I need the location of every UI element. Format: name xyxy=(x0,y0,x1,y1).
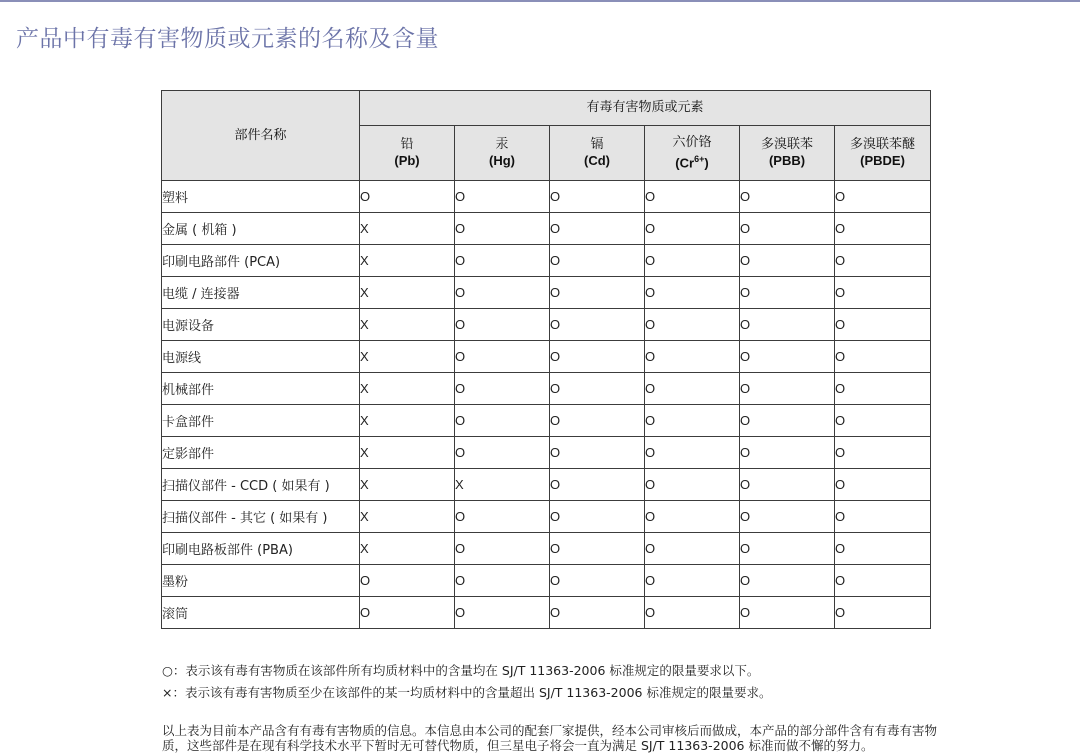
substance-mark-cell: O xyxy=(835,533,931,565)
table-row xyxy=(162,245,931,277)
substance-mark-cell: O xyxy=(455,597,550,629)
table-row xyxy=(162,213,931,245)
substance-mark-cell: O xyxy=(835,405,931,437)
column-header-abbr: (Pb) xyxy=(394,153,420,168)
substance-mark-cell: O xyxy=(645,341,740,373)
substance-mark-cell: O xyxy=(550,277,645,309)
substance-mark-cell: O xyxy=(550,533,645,565)
substance-mark-cell: O xyxy=(550,181,645,213)
substance-mark-cell: O xyxy=(550,565,645,597)
table-row xyxy=(162,533,931,565)
substance-mark-cell: O xyxy=(550,469,645,501)
substance-mark-cell: O xyxy=(455,341,550,373)
substance-mark-cell: O xyxy=(360,181,455,213)
table-row xyxy=(162,501,931,533)
page-title: 产品中有毒有害物质或元素的名称及含量 xyxy=(16,26,439,52)
footer-statement xyxy=(162,723,1032,753)
substance-mark-cell: O xyxy=(740,213,835,245)
substance-mark-cell: O xyxy=(645,181,740,213)
column-header-name: 多溴联苯 xyxy=(760,137,813,152)
substance-mark-cell: O xyxy=(835,245,931,277)
table-row xyxy=(162,309,931,341)
table-row xyxy=(162,469,931,501)
substance-mark-cell: O xyxy=(835,501,931,533)
column-header-abbr: (PBB) xyxy=(768,153,806,168)
substance-mark-cell: X xyxy=(455,469,550,501)
column-header-abbr: (Cd) xyxy=(584,153,610,168)
substance-mark-cell: O xyxy=(835,437,931,469)
substance-mark-cell: O xyxy=(740,469,835,501)
column-header xyxy=(740,126,835,181)
part-name-header: 部件名称 xyxy=(162,91,360,181)
substance-mark-cell: O xyxy=(645,501,740,533)
substance-mark-cell: O xyxy=(835,373,931,405)
substance-mark-cell: O xyxy=(835,309,931,341)
column-header-abbr: $(Cr^{6+})$ xyxy=(675,153,709,171)
footer-line: 质，这些部件是在现有科学技术水平下暂时无可替代物质，但三星电子将会一直为满足 SJ/T 11363-2006 标准而做不懈的努力。 xyxy=(162,738,874,753)
part-name-cell: 滚筒 xyxy=(162,597,360,629)
o-note: ○：表示该有毒有害物质在该部件所有均质材料中的含量均在 SJ/T 11363-2006 标准规定的限量要求以下。 xyxy=(162,663,760,678)
substance-mark-cell: O xyxy=(645,597,740,629)
part-name-cell: 金属 ( 机箱 ) xyxy=(162,213,360,245)
substance-mark-cell: O xyxy=(550,309,645,341)
substance-mark-cell: O xyxy=(835,565,931,597)
substance-mark-cell: O xyxy=(835,277,931,309)
substance-mark-cell: O xyxy=(455,565,550,597)
substance-mark-cell: X xyxy=(360,469,455,501)
substance-mark-cell: O xyxy=(740,181,835,213)
substance-mark-cell: O xyxy=(835,181,931,213)
part-name-cell: 扫描仪部件 - CCD ( 如果有 ) xyxy=(162,469,360,501)
column-header xyxy=(455,126,550,181)
hazardous-substances-table xyxy=(161,90,931,629)
substance-mark-cell: O xyxy=(455,437,550,469)
substance-mark-cell: O xyxy=(740,405,835,437)
part-name-cell: 印刷电路板部件 (PBA) xyxy=(162,533,360,565)
substance-mark-cell: X xyxy=(360,341,455,373)
substance-mark-cell: O xyxy=(740,437,835,469)
substance-mark-cell: O xyxy=(455,309,550,341)
substance-mark-cell: O xyxy=(455,405,550,437)
part-name-cell: 电源线 xyxy=(162,341,360,373)
substance-mark-cell: X xyxy=(360,405,455,437)
substance-mark-cell: O xyxy=(550,437,645,469)
substance-mark-cell: X xyxy=(360,533,455,565)
substance-mark-cell: O xyxy=(550,597,645,629)
substance-mark-cell: O xyxy=(835,341,931,373)
substance-mark-cell: O xyxy=(455,245,550,277)
substance-mark-cell: O xyxy=(645,437,740,469)
substance-mark-cell: O xyxy=(645,245,740,277)
substance-mark-cell: X xyxy=(360,309,455,341)
column-header-name: 多溴联苯醚 xyxy=(850,137,916,152)
substance-mark-cell: O xyxy=(740,533,835,565)
table-row xyxy=(162,341,931,373)
table-row xyxy=(162,373,931,405)
column-header xyxy=(550,126,645,181)
substance-mark-cell: O xyxy=(740,277,835,309)
substance-mark-cell: O xyxy=(645,533,740,565)
substance-mark-cell: O xyxy=(645,405,740,437)
substance-mark-cell: O xyxy=(455,181,550,213)
substance-mark-cell: O xyxy=(740,597,835,629)
column-header-name: 镉 xyxy=(590,137,604,152)
part-name-cell: 印刷电路部件 (PCA) xyxy=(162,245,360,277)
part-name-cell: 卡盒部件 xyxy=(162,405,360,437)
column-header xyxy=(645,126,740,181)
substance-mark-cell: O xyxy=(740,309,835,341)
column-header-name: 六价铬 xyxy=(672,134,712,150)
substance-group-header: 有毒有害物质或元素 xyxy=(360,91,931,126)
substance-mark-cell: O xyxy=(455,533,550,565)
column-header xyxy=(360,126,455,181)
substance-mark-cell: O xyxy=(455,501,550,533)
substance-mark-cell: X xyxy=(360,437,455,469)
part-name-cell: 电源设备 xyxy=(162,309,360,341)
substance-mark-cell: X xyxy=(360,245,455,277)
substance-mark-cell: O xyxy=(645,309,740,341)
substance-mark-cell: X xyxy=(360,501,455,533)
substance-mark-cell: O xyxy=(550,341,645,373)
substance-mark-cell: O xyxy=(835,597,931,629)
substance-mark-cell: O xyxy=(835,469,931,501)
substance-mark-cell: O xyxy=(550,373,645,405)
substance-mark-cell: X xyxy=(360,277,455,309)
substance-mark-cell: O xyxy=(740,565,835,597)
part-name-cell: 电缆 / 连接器 xyxy=(162,277,360,309)
substance-mark-cell: O xyxy=(740,373,835,405)
substance-mark-cell: O xyxy=(645,373,740,405)
substance-mark-cell: O xyxy=(455,213,550,245)
part-name-cell: 墨粉 xyxy=(162,565,360,597)
table-row xyxy=(162,405,931,437)
table-row xyxy=(162,277,931,309)
column-header-abbr: (PBDE) xyxy=(860,153,905,168)
x-note: ×：表示该有毒有害物质至少在该部件的某一均质材料中的含量超出 SJ/T 11363-2006 标准规定的限量要求。 xyxy=(162,685,772,700)
substance-mark-cell: O xyxy=(550,501,645,533)
part-name-cell: 定影部件 xyxy=(162,437,360,469)
substance-mark-cell: O xyxy=(645,213,740,245)
substance-mark-cell: O xyxy=(550,405,645,437)
substance-mark-cell: O xyxy=(550,213,645,245)
table-row xyxy=(162,597,931,629)
substance-mark-cell: O xyxy=(645,469,740,501)
top-rule xyxy=(0,0,1080,2)
table-row xyxy=(162,181,931,213)
footer-line: 以上表为目前本产品含有有毒有害物质的信息。本信息由本公司的配套厂家提供，经本公司审核后而做成，本产品的部分部件含有有毒有害物 xyxy=(162,723,938,738)
substance-mark-cell: O xyxy=(740,245,835,277)
substance-mark-cell: O xyxy=(360,565,455,597)
part-name-cell: 扫描仪部件 - 其它 ( 如果有 ) xyxy=(162,501,360,533)
substance-mark-cell: O xyxy=(550,245,645,277)
column-header-name: 汞 xyxy=(495,137,509,152)
substance-mark-cell: X xyxy=(360,373,455,405)
substance-mark-cell: X xyxy=(360,213,455,245)
notes xyxy=(162,660,771,704)
table-row xyxy=(162,437,931,469)
part-name-cell: 机械部件 xyxy=(162,373,360,405)
table-row xyxy=(162,565,931,597)
column-header xyxy=(835,126,931,181)
substance-mark-cell: O xyxy=(360,597,455,629)
column-header-name: 铅 xyxy=(400,137,414,152)
substance-mark-cell: O xyxy=(740,501,835,533)
substance-mark-cell: O xyxy=(455,373,550,405)
part-name-cell: 塑料 xyxy=(162,181,360,213)
substance-mark-cell: O xyxy=(740,341,835,373)
substance-mark-cell: O xyxy=(835,213,931,245)
substance-mark-cell: O xyxy=(645,565,740,597)
substance-mark-cell: O xyxy=(645,277,740,309)
substance-mark-cell: O xyxy=(455,277,550,309)
column-header-abbr: (Hg) xyxy=(489,153,515,168)
